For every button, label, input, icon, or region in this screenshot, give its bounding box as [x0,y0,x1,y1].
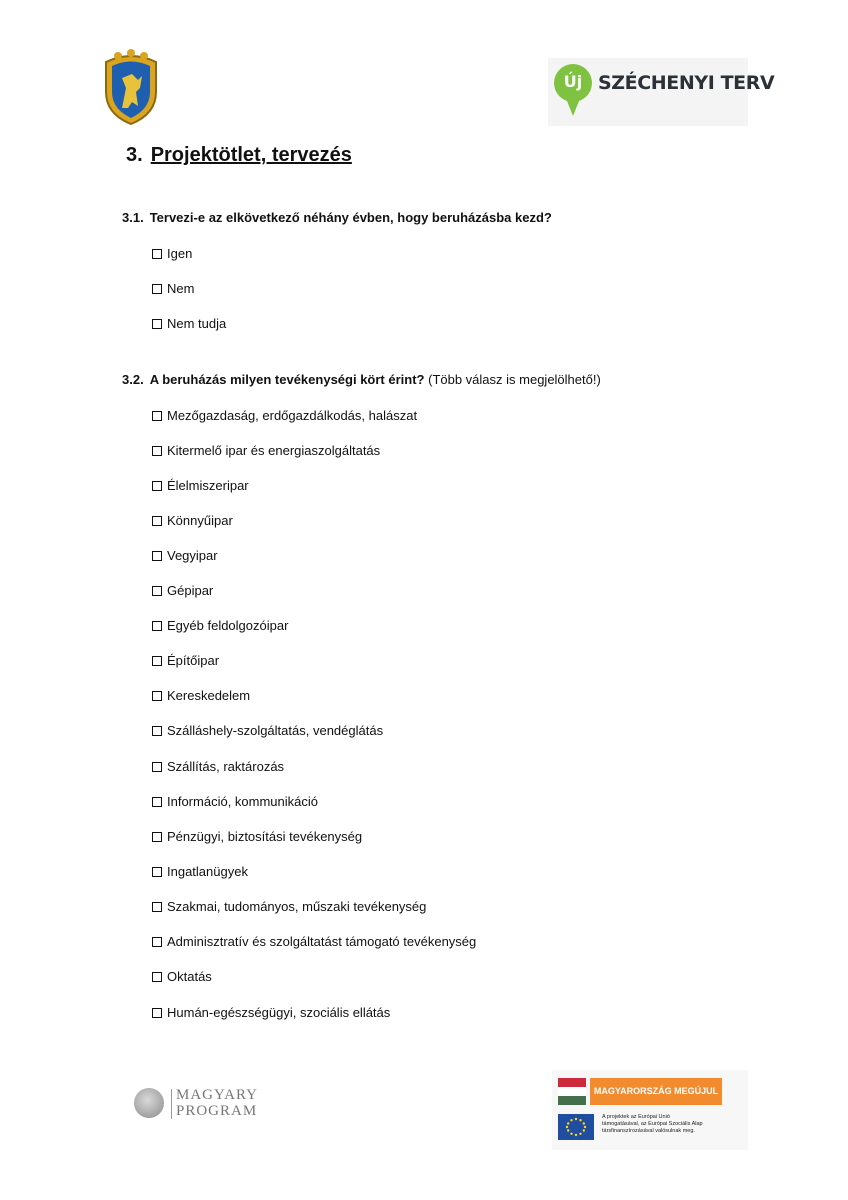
checkbox[interactable] [152,586,162,596]
option-label: Információ, kommunikáció [167,794,318,809]
option-item[interactable] [152,442,380,460]
option-item[interactable] [152,617,288,635]
option-item[interactable] [152,828,362,846]
option-label: Szálláshely-szolgáltatás, vendéglátás [167,723,384,738]
option-label: Szállítás, raktározás [167,759,285,774]
checkbox[interactable] [152,691,162,701]
checkbox[interactable] [152,937,162,947]
checkbox[interactable] [152,656,162,666]
option-label: Építőipar [167,653,220,668]
checkbox[interactable] [152,867,162,877]
question-note: (Több válasz is megjelölhető!) [428,372,601,387]
section-title [126,144,352,167]
checkbox[interactable] [152,516,162,526]
checkbox[interactable] [152,249,162,259]
option-label: Igen [167,246,193,261]
option-item[interactable] [152,315,226,333]
question-number: 3.1. [122,210,144,225]
option-label: Humán-egészségügyi, szociális ellátás [167,1005,391,1020]
option-item[interactable] [152,652,219,670]
eu-text-line: támogatásával, az Európai Szociális Alap [602,1121,703,1127]
option-item[interactable] [152,863,248,881]
section-title-text: Projektötlet, tervezés [150,144,352,166]
option-item[interactable] [152,687,250,705]
option-item[interactable] [152,512,233,530]
checkbox[interactable] [152,726,162,736]
checkbox[interactable] [152,797,162,807]
option-label: Gépipar [167,583,214,598]
eu-text-line: A projektek az Európai Unió [602,1114,670,1120]
eu-flag-icon [558,1114,594,1140]
question-number: 3.2. [122,372,144,387]
option-label: Nem [167,281,195,296]
option-item[interactable] [152,582,213,600]
option-item[interactable] [152,793,318,811]
option-label: Kereskedelem [167,688,251,703]
option-item[interactable] [152,547,218,565]
option-label: Vegyipar [167,548,218,563]
option-item[interactable] [152,722,383,740]
magyary-line1: MAGYARY [176,1087,259,1103]
option-label: Könnyűipar [167,513,233,528]
coat-of-arms-logo [98,48,164,128]
portrait-icon [134,1088,164,1118]
checkbox[interactable] [152,551,162,561]
pin-label: Új [563,72,583,91]
option-item[interactable] [152,898,426,916]
option-label: Ingatlanügyek [167,864,248,879]
checkbox[interactable] [152,902,162,912]
option-label: Szakmai, tudományos, műszaki tevékenység [167,899,427,914]
brand-name: SZÉCHENYI TERV [598,72,775,94]
option-label: Kitermelő ipar és energiaszolgáltatás [167,443,381,458]
option-label: Nem tudja [167,316,227,331]
magyary-program-logo [134,1086,264,1126]
option-item[interactable] [152,280,194,298]
question-text: Tervezi-e az elkövetkező néhány évben, hogy beruházásba kezd? [149,210,552,225]
checkbox[interactable] [152,481,162,491]
checkbox[interactable] [152,762,162,772]
option-item[interactable] [152,477,249,495]
checkbox[interactable] [152,411,162,421]
option-label: Egyéb feldolgozóipar [167,618,289,633]
checkbox[interactable] [152,446,162,456]
checkbox[interactable] [152,284,162,294]
eu-text-line: társfinanszírozásával valósulnak meg. [602,1128,695,1134]
option-label: Oktatás [167,969,212,984]
checkbox[interactable] [152,319,162,329]
option-item[interactable] [152,407,417,425]
question-3-2 [122,372,601,387]
checkbox[interactable] [152,972,162,982]
szechenyi-terv-logo [548,58,775,126]
option-label: Adminisztratív és szolgáltatást támogató tevékenység [167,934,477,949]
checkbox[interactable] [152,621,162,631]
magyarorszag-megujul-banner: MAGYARORSZÁG MEGÚJUL [590,1078,722,1105]
option-label: Pénzügyi, biztosítási tevékenység [167,829,363,844]
option-item[interactable] [152,245,192,263]
question-text: A beruházás milyen tevékenységi kört érint? [149,372,425,387]
magyary-line2: PROGRAM [176,1103,258,1119]
checkbox[interactable] [152,832,162,842]
eu-funding-logo [552,1070,748,1150]
section-number: 3. [126,144,143,166]
hungarian-flag-icon [558,1078,586,1105]
eu-funding-text [602,1114,703,1135]
option-item[interactable] [152,968,212,986]
option-item[interactable] [152,758,284,776]
option-label: Élelmiszeripar [167,478,249,493]
question-3-1 [122,210,552,225]
option-item[interactable] [152,1004,390,1022]
option-item[interactable] [152,933,476,951]
option-label: Mezőgazdaság, erdőgazdálkodás, halászat [167,408,418,423]
checkbox[interactable] [152,1008,162,1018]
